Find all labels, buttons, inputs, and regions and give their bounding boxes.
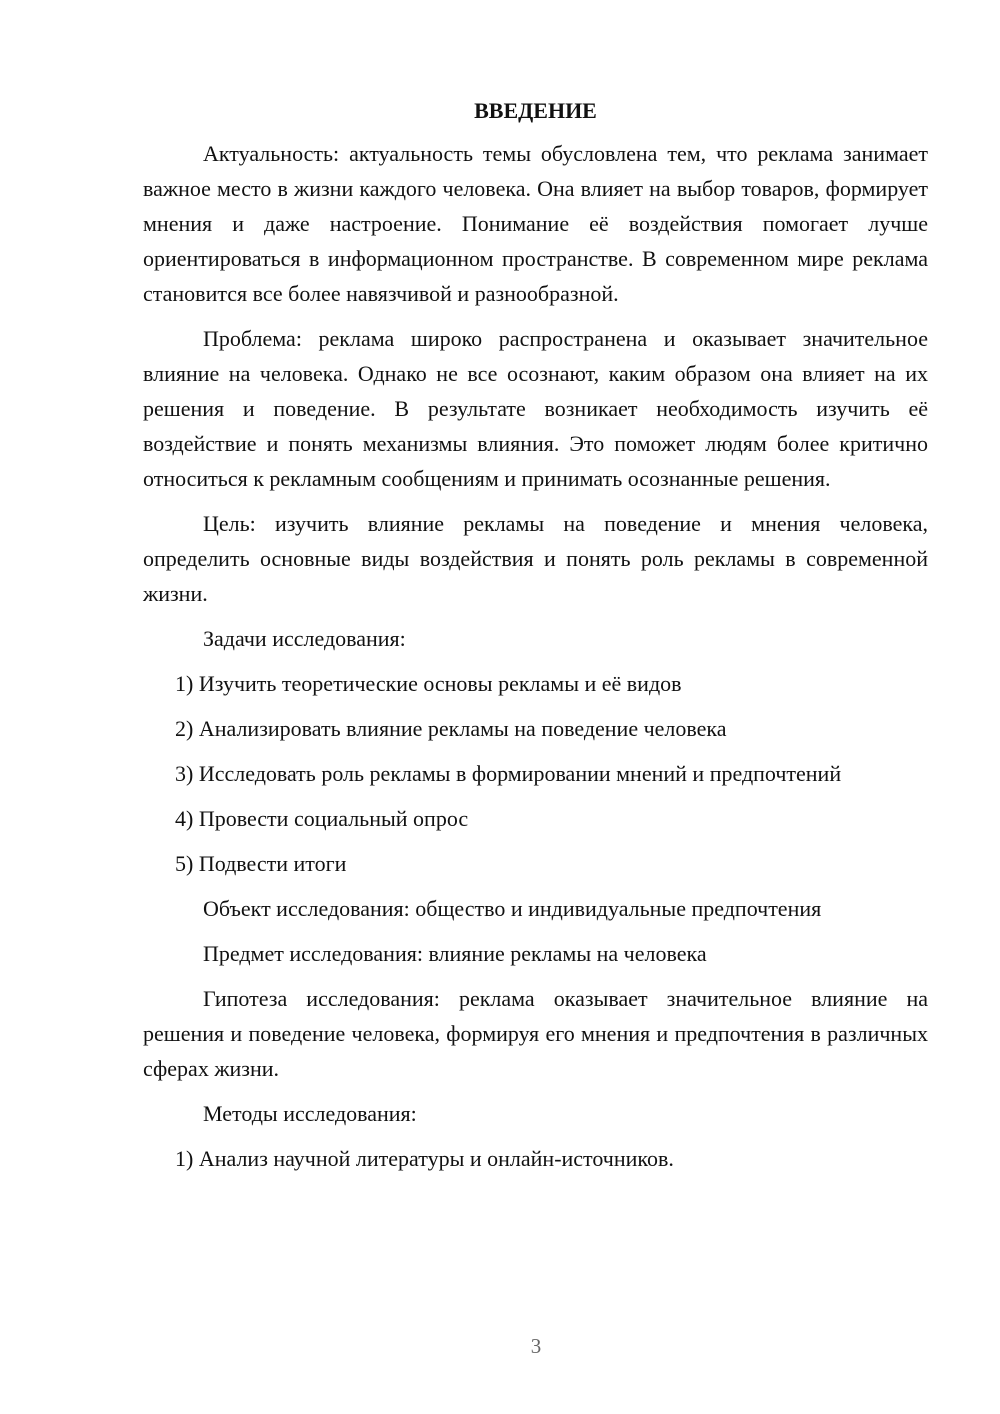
hypothesis-paragraph: Гипотеза исследования: реклама оказывает значительное влияние на решения и поведение человека, формируя его мнения и предпочтения в различных сферах жизни. — [143, 986, 928, 1081]
task-item: 5) Подвести итоги — [175, 851, 347, 876]
goal-paragraph: Цель: изучить влияние рекламы на поведение и мнения человека, определить основные виды воздействия и понять роль рекламы в современной жизни. — [143, 511, 928, 606]
section-title: ВВЕДЕНИЕ — [474, 98, 597, 123]
task-item: 1) Изучить теоретические основы рекламы и её видов — [175, 671, 682, 696]
relevance-paragraph: Актуальность: актуальность темы обусловлена тем, что реклама занимает важное место в жизни каждого человека. Она влияет на выбор товаров, формирует мнения и даже настроение. Понимание её воздействия помогает лучше ориентироваться в информационном пространстве. В современном мире реклама становится все более навязчивой и разнообразной. — [143, 141, 928, 306]
task-item: 4) Провести социальный опрос — [175, 806, 469, 831]
task-item: 3) Исследовать роль рекламы в формировании мнений и предпочтений — [175, 761, 842, 786]
methods-heading: Методы исследования: — [203, 1101, 417, 1126]
page-body — [143, 96, 928, 1186]
object-paragraph: Объект исследования: общество и индивидуальные предпочтения — [203, 896, 822, 921]
tasks-heading: Задачи исследования: — [203, 626, 406, 651]
task-item: 2) Анализировать влияние рекламы на поведение человека — [175, 716, 727, 741]
subject-paragraph: Предмет исследования: влияние рекламы на человека — [203, 941, 707, 966]
page-number: 3 — [530, 1334, 542, 1358]
method-item: 1) Анализ научной литературы и онлайн-источников. — [175, 1146, 674, 1171]
problem-paragraph: Проблема: реклама широко распространена и оказывает значительное влияние на человека. Однако не все осознают, каким образом она влияет на их решения и поведение. В результате возникает необходимость изучить её воздействие и понять механизмы влияния. Это поможет людям более критично относиться к рекламным сообщениям и принимать осознанные решения. — [143, 326, 928, 491]
